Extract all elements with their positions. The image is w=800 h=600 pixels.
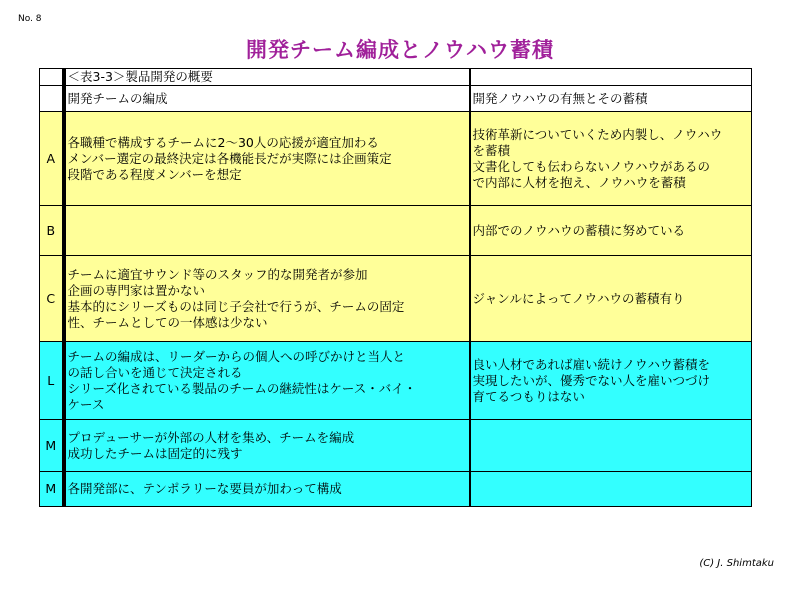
table-caption: ＜表3-3＞製品開発の概要: [64, 69, 470, 86]
team-cell: [64, 420, 470, 472]
table-row: [40, 112, 752, 206]
header-cell-knowhow: 開発ノウハウの有無とその蓄積: [470, 86, 752, 112]
team-cell: [64, 206, 470, 256]
row-label: L: [40, 342, 64, 420]
row-label: M: [40, 472, 64, 507]
cell-line: の話し合いを通じて決定される: [67, 364, 243, 380]
cell-line: プロデューサーが外部の人材を集め、チームを編成: [67, 429, 355, 445]
cell-line: 各職種で構成するチームに2〜30人の応援が適宜加わる: [67, 134, 379, 150]
cell-line: を蓄積: [472, 142, 511, 158]
row-label: B: [40, 206, 64, 256]
table-row: [40, 256, 752, 342]
table-header-row: [40, 86, 752, 112]
copyright-notice: (C) J. Shimtaku: [699, 558, 774, 569]
knowhow-cell: [470, 256, 752, 342]
row-label: C: [40, 256, 64, 342]
cell-line: 良い人材であれば雇い続けノウハウ蓄積を: [472, 356, 711, 372]
table-row: [40, 420, 752, 472]
knowhow-cell: [470, 472, 752, 507]
caption-empty-cell: [470, 69, 752, 86]
team-cell: [64, 472, 470, 507]
knowhow-cell: [470, 112, 752, 206]
cell-line: 技術革新についていくため内製し、ノウハウ: [472, 126, 723, 142]
cell-line: 文書化しても伝わらないノウハウがあるの: [472, 158, 711, 174]
cell-line: 企画の専門家は置かない: [67, 282, 206, 298]
product-development-table: [39, 68, 752, 507]
cell-line: チームに適宜サウンド等のスタッフ的な開発者が参加: [67, 266, 368, 282]
table-row: [40, 342, 752, 420]
table-row: [40, 206, 752, 256]
page-number: No. 8: [18, 14, 42, 24]
page-title: 開発チーム編成とノウハウ蓄積: [246, 38, 554, 62]
cell-line: ジャンルによってノウハウの蓄積有り: [472, 290, 685, 306]
cell-line: ケース: [67, 396, 105, 412]
table-row: [40, 472, 752, 507]
cell-line: 性、チームとしての一体感は少ない: [67, 314, 268, 330]
knowhow-cell: [470, 420, 752, 472]
cell-line: 育てるつもりはない: [472, 388, 585, 404]
cell-line: で内部に人材を抱え、ノウハウを蓄積: [472, 174, 686, 190]
team-cell: [64, 112, 470, 206]
knowhow-cell: [470, 206, 752, 256]
cell-line: 実現したいが、優秀でない人を雇いつづけ: [472, 372, 711, 388]
row-label: A: [40, 112, 64, 206]
cell-line: メンバー選定の最終決定は各機能長だが実際には企画策定: [67, 150, 392, 166]
team-cell: [64, 256, 470, 342]
cell-line: 内部でのノウハウの蓄積に努めている: [472, 222, 686, 238]
knowhow-cell: [470, 342, 752, 420]
cell-line: 基本的にシリーズものは同じ子会社で行うが、チームの固定: [67, 298, 405, 314]
header-cell-team: 開発チームの編成: [64, 86, 470, 112]
cell-line: チームの編成は、リーダーからの個人への呼びかけと当人と: [67, 348, 406, 364]
cell-line: シリーズ化されている製品のチームの継続性はケース・バイ・: [67, 380, 417, 396]
cell-line: 成功したチームは固定的に残す: [67, 445, 243, 461]
table-caption-row: [40, 69, 752, 86]
row-label: M: [40, 420, 64, 472]
team-cell: [64, 342, 470, 420]
caption-blank-cell: [40, 69, 64, 86]
cell-line: 各開発部に、テンポラリーな要員が加わって構成: [67, 481, 342, 496]
cell-line: 段階である程度メンバーを想定: [67, 166, 242, 182]
header-cell-label: [40, 86, 64, 112]
